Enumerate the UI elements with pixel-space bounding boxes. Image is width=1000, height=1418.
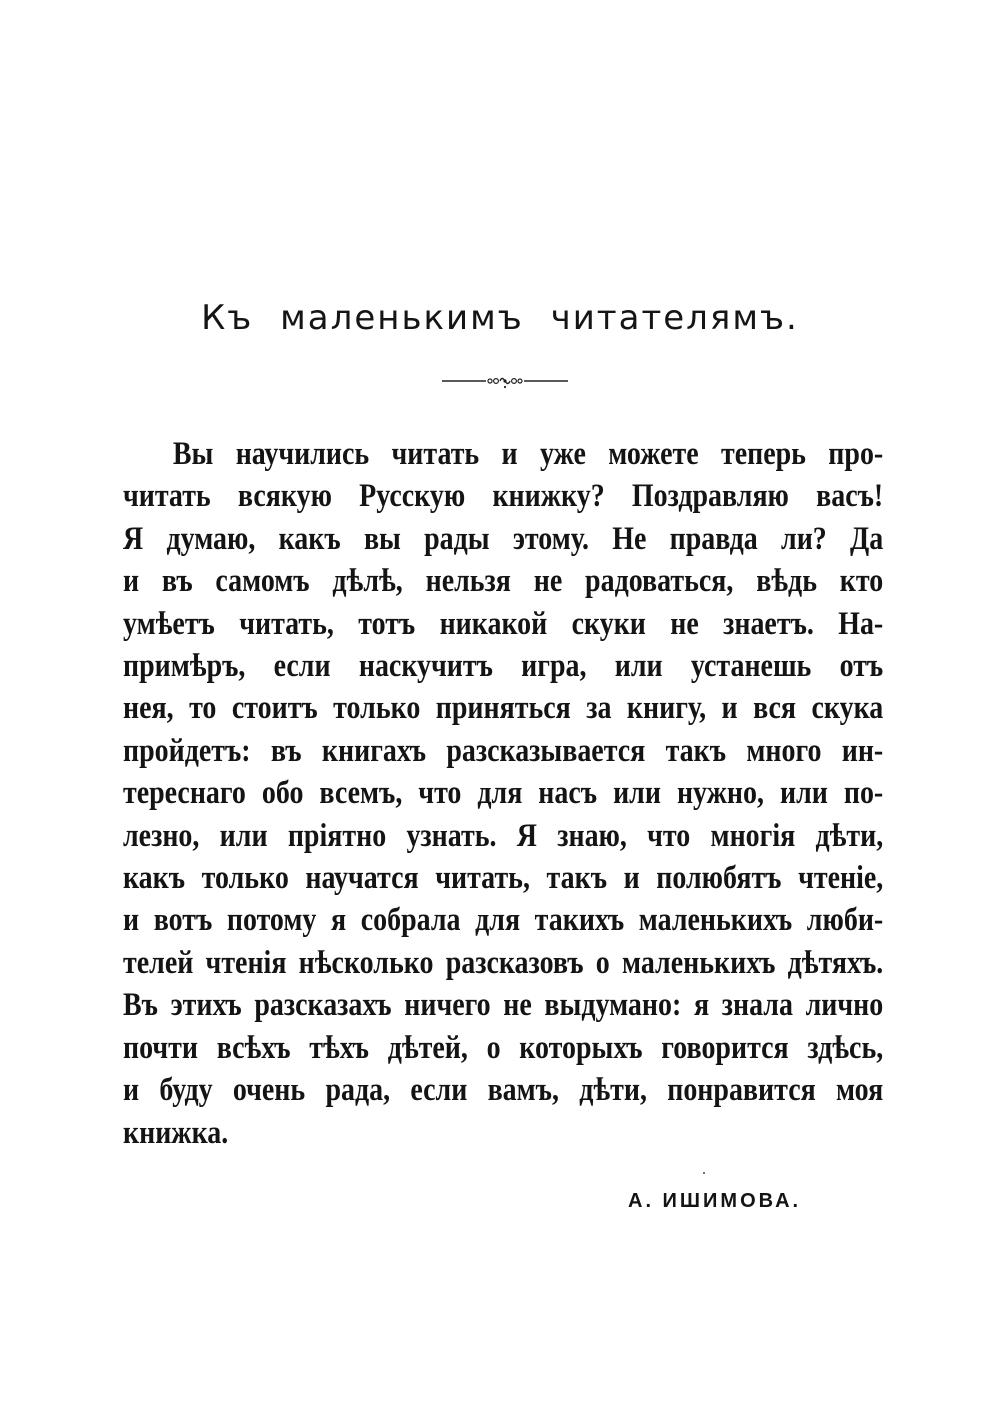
text-line: умѣетъ читать, тотъ никакой скуки не знаетъ. На- [123, 605, 884, 642]
page-heading: Къ маленькимъ читателямъ. [201, 298, 799, 338]
text-line: Въ этихъ разсказахъ ничего не выдумано: я знала лично [123, 987, 884, 1024]
print-speck [703, 1172, 705, 1174]
text-line: и въ самомъ дѣлѣ, нельзя не радоваться, вѣдь кто [123, 563, 884, 600]
text-line: нея, то стоитъ только приняться за книгу, и вся скука [123, 690, 884, 727]
text-line: почти всѣхъ тѣхъ дѣтей, о которыхъ говорится здѣсь, [123, 1029, 884, 1066]
text-line: Я думаю, какъ вы рады этому. Не правда ли? Да [123, 520, 884, 557]
text-line: пройдетъ: въ книгахъ разсказывается такъ много ин- [123, 732, 884, 769]
text-line: примѣръ, если наскучитъ игра, или устанешь отъ [123, 648, 884, 685]
text-line: и буду очень рада, если вамъ, дѣти, понравится моя [123, 1072, 884, 1109]
text-line: и вотъ потому я собрала для такихъ маленькихъ люби- [123, 902, 884, 939]
author-signature: А. ИШИМОВА. [628, 1190, 802, 1212]
text-line: Вы научились читать и уже можете теперь про- [172, 436, 884, 472]
text-line: читать всякую Русскую книжку? Поздравляю васъ! [123, 478, 884, 515]
text-line: какъ только научатся читать, такъ и полюбятъ чтеніе, [123, 860, 884, 897]
preface-paragraph [123, 433, 884, 1154]
text-line: лезно, или пріятно узнать. Я знаю, что многія дѣти, [123, 817, 884, 854]
ornament-icon [440, 372, 570, 390]
text-line-last: книжка. [123, 1114, 229, 1151]
text-line: тереснаго обо всемъ, что для насъ или нужно, или по- [123, 775, 884, 812]
text-line: телей чтенія нѣсколько разсказовъ о маленькихъ дѣтяхъ. [123, 944, 884, 981]
